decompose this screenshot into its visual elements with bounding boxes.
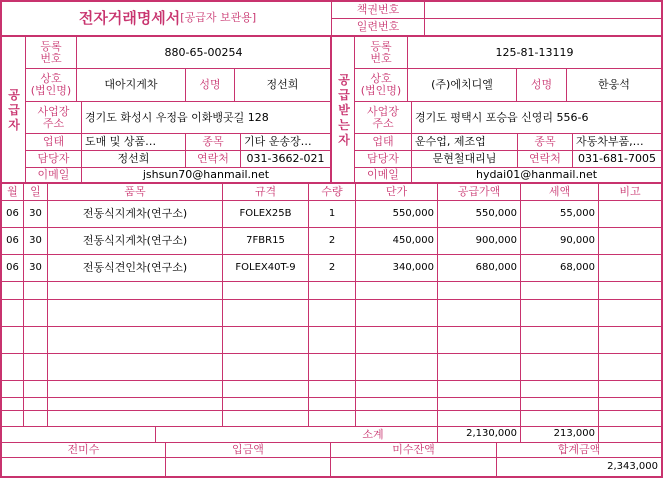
receiver-side-label: 공 급 받 는 자 — [338, 72, 350, 147]
prev-balance-value — [2, 458, 165, 474]
subtotal-label: 소계 — [362, 428, 384, 441]
supplier-reg-no-label: 등록 번호 — [40, 40, 62, 65]
supplier-reg-no: 880-65-00254 — [164, 46, 243, 59]
row-0-day: 30 — [29, 208, 42, 219]
supplier-contact: 정선희 — [117, 152, 150, 165]
supplier-business-type: 도매 및 상품… — [85, 135, 157, 148]
serial-no-label: 일련번호 — [356, 20, 400, 33]
receiver-phone: 031-681-7005 — [578, 152, 656, 165]
row-0-tax: 55,000 — [560, 208, 595, 219]
row-1-note — [599, 228, 661, 254]
row-1-unit-price: 450,000 — [392, 235, 434, 246]
row-0-month: 06 — [6, 208, 19, 219]
total-value: 2,343,000 — [607, 461, 658, 472]
receiver-name: 한웅석 — [598, 78, 630, 91]
receiver-contact-label: 담당자 — [367, 152, 399, 165]
receiver-email: hydai01@hanmail.net — [475, 168, 598, 181]
receiver-item-label: 종목 — [534, 135, 556, 148]
row-2-qty: 2 — [328, 262, 336, 273]
supplier-phone: 031-3662-021 — [246, 152, 325, 165]
row-2-tax: 68,000 — [560, 262, 595, 273]
row-1-supply: 900,000 — [475, 235, 517, 246]
col-header-qty: 수량 — [321, 185, 343, 198]
col-header-note: 비고 — [619, 185, 641, 198]
row-2-item: 전동식견인차(연구소) — [82, 261, 188, 274]
receiver-item: 자동차부품,… — [576, 135, 644, 148]
row-1-month: 06 — [6, 235, 19, 246]
supplier-side-label: 공 급 자 — [8, 87, 20, 132]
row-1-item: 전동식지게차(연구소) — [82, 234, 188, 247]
serial-no-value — [425, 19, 661, 35]
document-title — [4, 2, 331, 34]
total-label: 합계금액 — [557, 443, 601, 456]
row-0-note — [599, 201, 661, 227]
supplier-email: jshsun70@hanmail.net — [142, 168, 270, 181]
supplier-email-label: 이메일 — [37, 168, 70, 181]
deposit-label: 입금액 — [232, 443, 264, 456]
title-text: 전자거래명세서 — [78, 9, 181, 27]
unpaid-value — [331, 458, 496, 474]
receiver-address: 경기도 평택시 포승읍 신영리 556-6 — [415, 110, 589, 124]
supplier-name: 정선희 — [266, 78, 299, 91]
receiver-reg-no: 125-81-13119 — [495, 46, 574, 59]
title-subtitle: [공급자 보관용] — [180, 11, 257, 24]
supplier-company: 대아지게차 — [104, 78, 158, 91]
row-1-day: 30 — [29, 235, 42, 246]
supplier-address-label: 사업장 주소 — [37, 104, 70, 130]
receiver-address-label: 사업장 주소 — [367, 104, 399, 130]
row-1-qty: 2 — [328, 235, 336, 246]
row-2-day: 30 — [29, 262, 42, 273]
col-header-item: 품목 — [124, 185, 146, 198]
subtotal-supply: 2,130,000 — [466, 428, 517, 439]
receiver-name-label: 성명 — [530, 78, 553, 91]
row-2-month: 06 — [6, 262, 19, 273]
row-0-item: 전동식지게차(연구소) — [82, 207, 188, 220]
row-2-note — [599, 255, 661, 281]
subtotal-tax: 213,000 — [553, 428, 595, 439]
col-header-day: 일 — [30, 185, 41, 198]
receiver-company-label: 상호 (법인명) — [360, 72, 402, 97]
row-1-spec: 7FBR15 — [246, 235, 285, 246]
book-no-value — [425, 2, 661, 18]
row-2-supply: 680,000 — [475, 262, 517, 273]
col-header-month: 월 — [7, 185, 18, 198]
receiver-company: (주)에치디엘 — [431, 78, 493, 91]
receiver-contact: 문현철대리님 — [432, 152, 497, 165]
col-header-spec: 규격 — [254, 185, 277, 198]
row-0-unit-price: 550,000 — [392, 208, 434, 219]
supplier-phone-label: 연락처 — [197, 152, 229, 165]
row-2-spec: FOLEX40T-9 — [235, 262, 296, 273]
prev-balance-label: 전미수 — [67, 443, 100, 456]
receiver-business-type: 운수업, 제조업 — [415, 135, 486, 148]
supplier-business-type-label: 업태 — [42, 135, 65, 148]
supplier-item-label: 종목 — [202, 135, 224, 148]
unpaid-label: 미수잔액 — [392, 443, 435, 456]
supplier-address: 경기도 화성시 우정읍 이화뱅곳길 128 — [85, 110, 269, 124]
supplier-contact-label: 담당자 — [37, 152, 70, 165]
col-header-unit-price: 단가 — [385, 185, 408, 198]
col-header-tax: 세액 — [548, 185, 571, 198]
receiver-reg-no-label: 등록 번호 — [370, 40, 392, 65]
supplier-company-label: 상호 (법인명) — [30, 72, 72, 97]
book-no-label: 책권번호 — [356, 3, 400, 16]
row-2-unit-price: 340,000 — [392, 262, 434, 273]
row-0-spec: FOLEX25B — [239, 208, 292, 219]
supplier-name-label: 성명 — [199, 78, 221, 91]
receiver-email-label: 이메일 — [367, 168, 399, 181]
deposit-value — [166, 458, 330, 474]
col-header-supply: 공급가액 — [457, 185, 501, 198]
row-0-qty: 1 — [328, 208, 336, 219]
receiver-phone-label: 연락처 — [529, 152, 561, 165]
row-1-tax: 90,000 — [560, 235, 595, 246]
supplier-item: 기타 운송장… — [244, 135, 312, 148]
row-0-supply: 550,000 — [475, 208, 517, 219]
receiver-business-type-label: 업태 — [372, 135, 394, 148]
